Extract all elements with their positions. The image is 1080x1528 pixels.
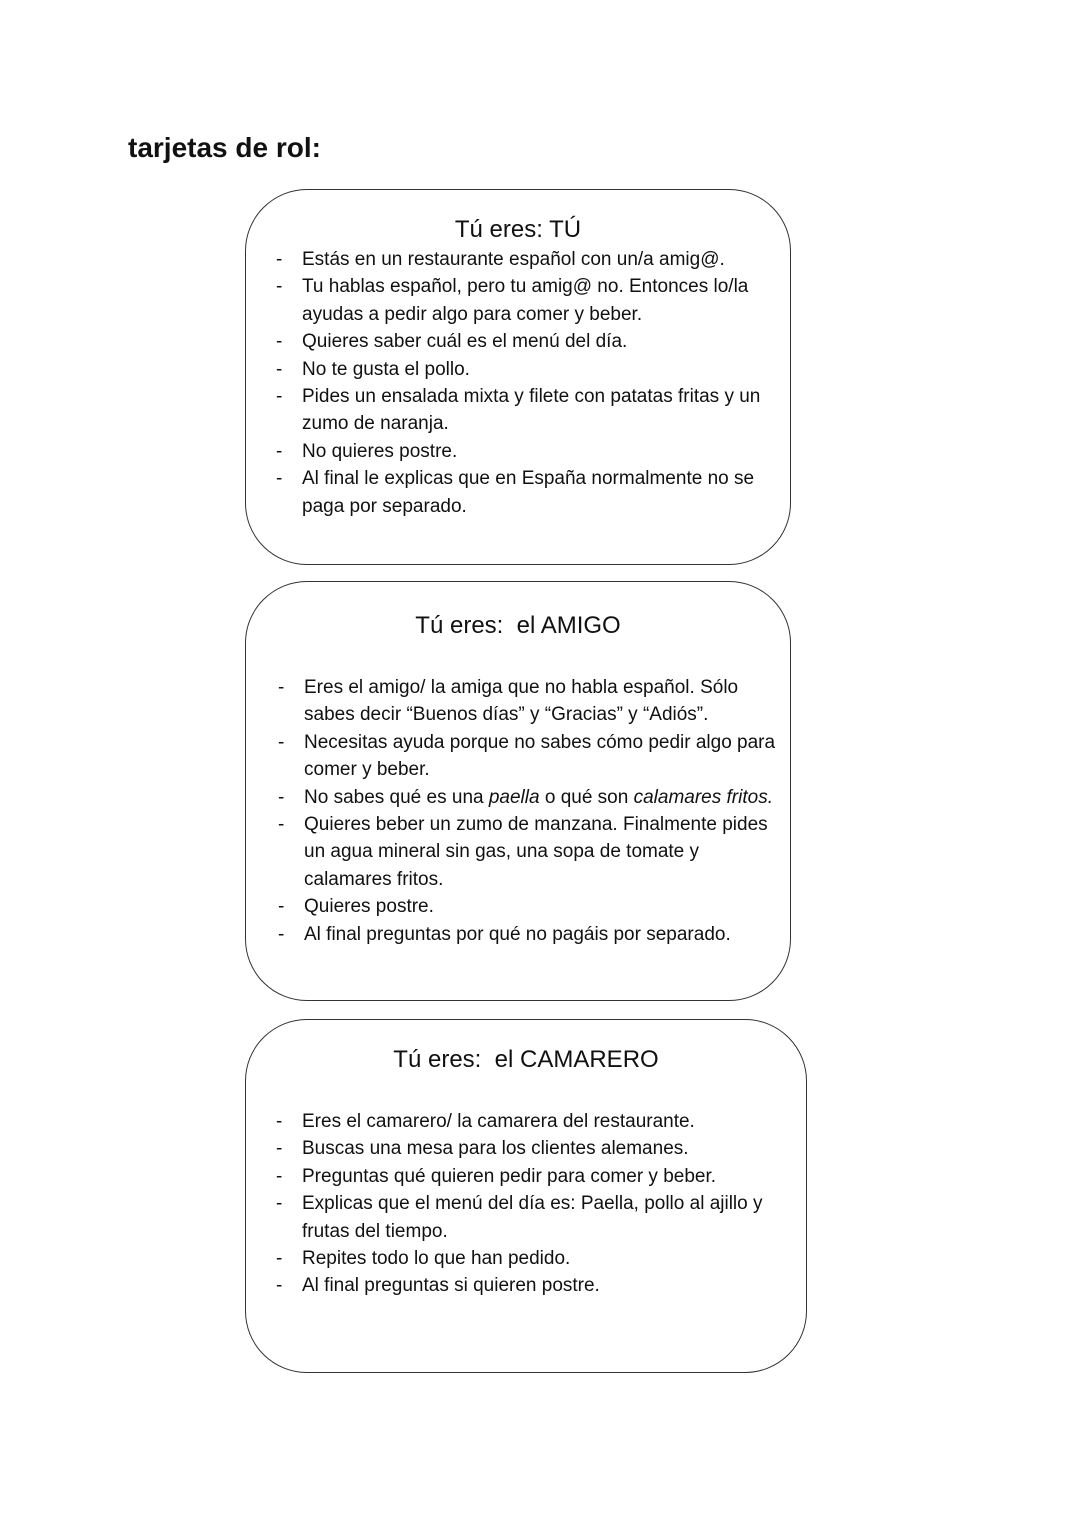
- list-item: - Buscas una mesa para los clientes alemanes.: [276, 1135, 786, 1162]
- list-item: - Eres el amigo/ la amiga que no habla español. Sólo sabes decir “Buenos días” y “Gracias” y “Adiós”.: [278, 674, 778, 729]
- dash-bullet: -: [276, 386, 283, 408]
- dash-bullet: -: [276, 468, 283, 490]
- dash-bullet: -: [278, 896, 285, 918]
- role-card-camarero: [245, 1019, 807, 1373]
- dash-bullet: -: [276, 1138, 283, 1160]
- list-item: - Quieres beber un zumo de manzana. Finalmente pides un agua mineral sin gas, una sopa de tomate y calamares fritos.: [278, 811, 778, 893]
- list-item: - No sabes qué es una paella o qué son calamares fritos.: [278, 784, 778, 811]
- card-item-list: [276, 246, 776, 520]
- role-card-amigo: [245, 581, 791, 1001]
- list-item: - Estás en un restaurante español con un/a amig@.: [276, 246, 776, 273]
- card-item-list: [278, 674, 778, 948]
- dash-bullet: -: [276, 1275, 283, 1297]
- dash-bullet: -: [276, 249, 283, 270]
- dash-bullet: -: [276, 1111, 283, 1132]
- list-item: - Quieres saber cuál es el menú del día.: [276, 328, 776, 355]
- dash-bullet: -: [278, 814, 285, 836]
- list-item: - Explicas que el menú del día es: Paella, pollo al ajillo y frutas del tiempo.: [276, 1190, 786, 1245]
- dash-bullet: -: [276, 276, 283, 298]
- list-item: - Al final le explicas que en España normalmente no se paga por separado.: [276, 465, 776, 520]
- dash-bullet: -: [276, 440, 283, 462]
- list-item: - Quieres postre.: [278, 893, 778, 920]
- italic-term: calamares fritos.: [633, 786, 773, 808]
- dash-bullet: -: [278, 923, 285, 945]
- italic-term: paella: [488, 786, 540, 808]
- list-item: - Al final preguntas por qué no pagáis por separado.: [278, 921, 778, 948]
- list-item: - Repites todo lo que han pedido.: [276, 1245, 786, 1272]
- role-card-tu: [245, 189, 791, 565]
- list-item: - Preguntas qué quieren pedir para comer y beber.: [276, 1163, 786, 1190]
- list-item: - Necesitas ayuda porque no sabes cómo pedir algo para comer y beber.: [278, 729, 778, 784]
- dash-bullet: -: [276, 1165, 283, 1187]
- card-title: Tú eres: el CAMARERO: [393, 1046, 659, 1073]
- card-title: Tú eres: TÚ: [454, 216, 582, 243]
- dash-bullet: -: [276, 1193, 283, 1215]
- list-item: - No te gusta el pollo.: [276, 356, 776, 383]
- dash-bullet: -: [276, 1248, 283, 1270]
- card-item-list: [276, 1108, 786, 1300]
- list-item: - Pides un ensalada mixta y filete con patatas fritas y un zumo de naranja.: [276, 383, 776, 438]
- page-heading: tarjetas de rol:: [128, 132, 321, 163]
- list-item: - Eres el camarero/ la camarera del restaurante.: [276, 1108, 786, 1135]
- dash-bullet: -: [278, 786, 285, 808]
- card-title: Tú eres: el AMIGO: [415, 612, 621, 639]
- dash-bullet: -: [278, 677, 285, 698]
- list-item: - Tu hablas español, pero tu amig@ no. Entonces lo/la ayudas a pedir algo para comer y beber.: [276, 273, 776, 328]
- dash-bullet: -: [278, 731, 285, 753]
- list-item: - No quieres postre.: [276, 438, 776, 465]
- dash-bullet: -: [276, 331, 283, 353]
- list-item: - Al final preguntas si quieren postre.: [276, 1272, 786, 1299]
- dash-bullet: -: [276, 358, 283, 380]
